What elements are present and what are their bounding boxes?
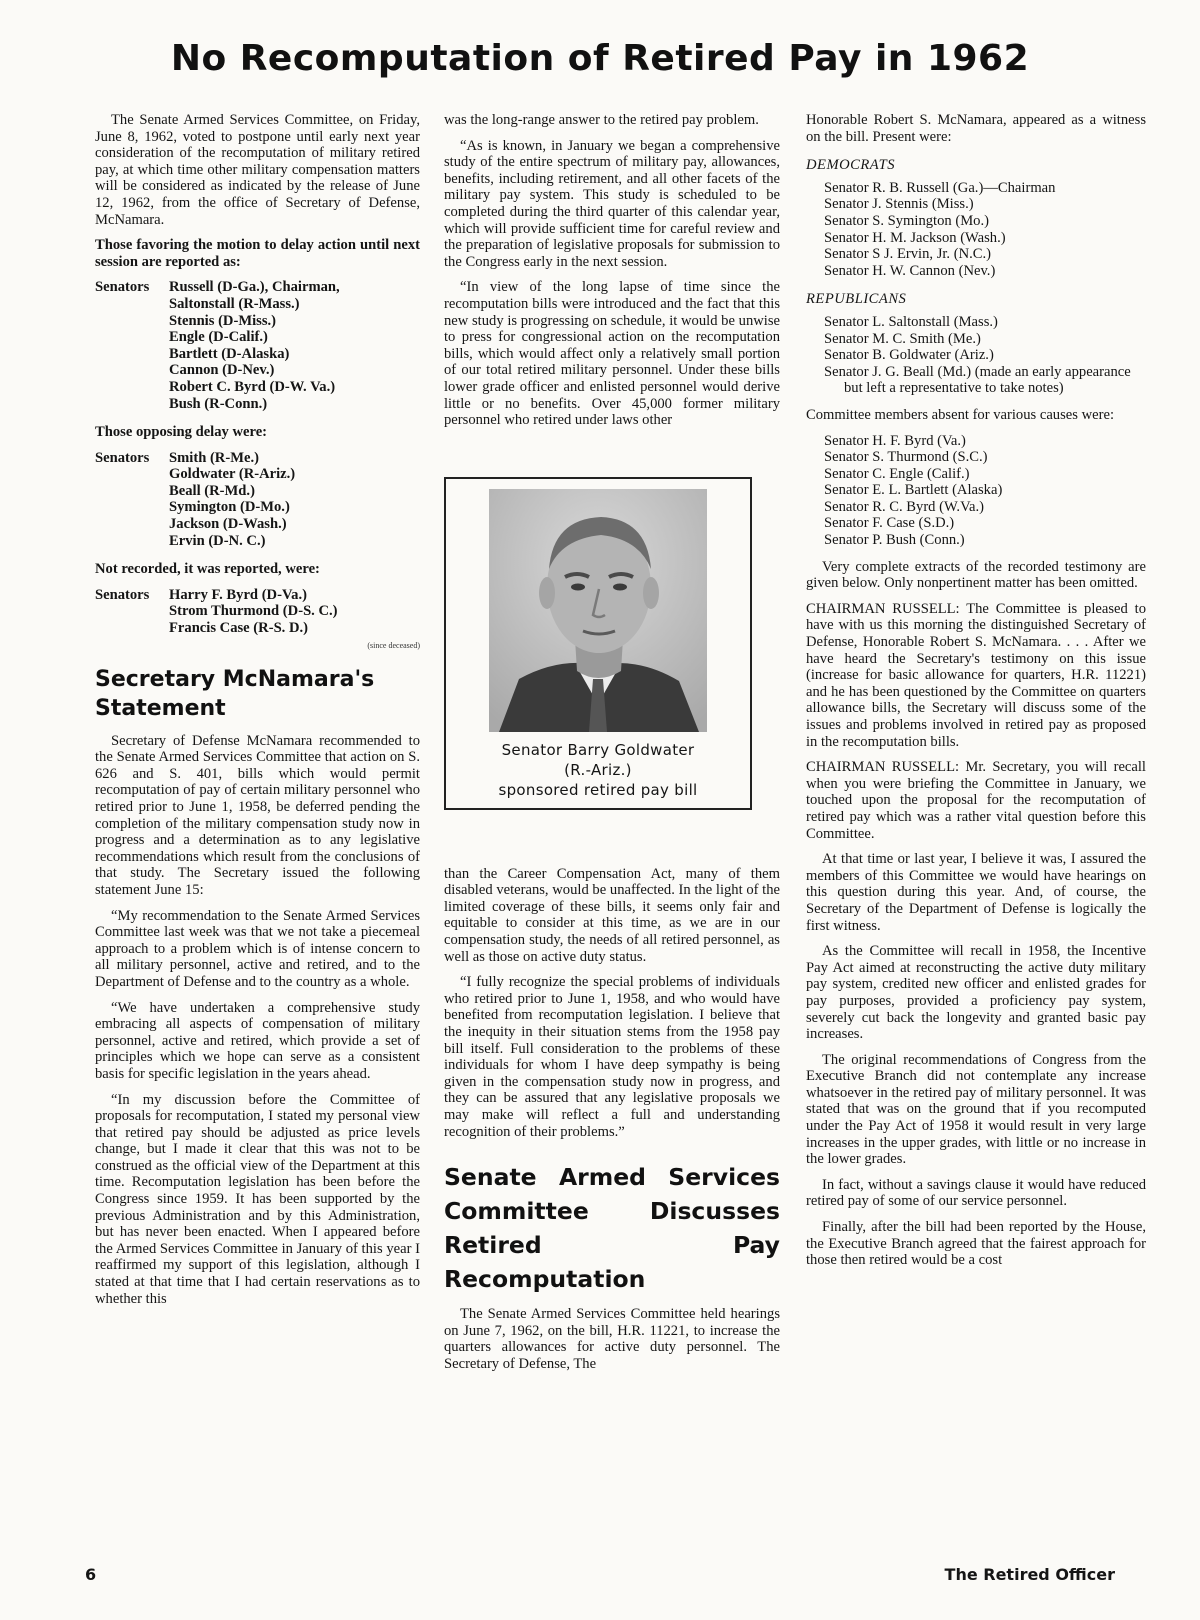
body-paragraph: “In my discussion before the Committee of proposals for recomputation, I stated my personal view that retired pay should be adjusted as price levels change, but I made it clear that this was not to be construed as the official view of the Department at this time. Recomputation legislation has been before the Congress since 1959. It has been supported by the previous Administration and by this Administration, but has never been enacted. When I appeared before the Armed Services Committee in January of this year I reaffirmed my support of this legislation, although I stated at that time that I had certain reservations as to whether this — [95, 1091, 420, 1307]
column-2 — [444, 112, 780, 1382]
republicans-label: REPUBLICANS — [806, 291, 907, 308]
republicans-list — [824, 314, 1146, 397]
democrats-list — [824, 180, 1146, 280]
senator-entry: Goldwater (R-Ariz.) — [169, 466, 296, 483]
body-paragraph: Finally, after the bill had been reported by the House, the Executive Branch agreed that the fairest approach for those then retired would be a cost — [806, 1219, 1146, 1269]
page-number: 6 — [85, 1565, 97, 1584]
since-deceased-note: (since deceased) — [367, 640, 420, 650]
section-heading-mcnamara: Secretary McNamara's Statement — [95, 666, 375, 721]
member-entry: Senator J. G. Beall (Md.) (made an early appearance but left a representative to take notes) — [824, 363, 1131, 397]
body-paragraph: CHAIRMAN RUSSELL: The Committee is pleased to have with us this morning the distinguished Secretary of Defense, Honorable Robert S. McNamara. . . . After we have heard the Secretary's testimony on this issue (increase for basic allowance for quarters, H.R. 11221) and he has been questioned by the Committee on quarters allowance bills, the Secretary will discuss some of the issues and problems involved in retired pay as proposed in the recomputation bills. — [806, 600, 1146, 750]
member-entry: Senator S. Thurmond (S.C.) — [824, 449, 988, 466]
senator-entry: Symington (D-Mo.) — [169, 499, 290, 516]
section-heading-committee: Senate Armed Services Committee Discusses Retired Pay Recomputation — [444, 1163, 780, 1294]
body-paragraph: “We have undertaken a comprehensive study embracing all aspects of compensation of military personnel, active and retired, which provide a set of principles which we hope can serve as a consistent basis for specific legislation in the years ahead. — [95, 999, 420, 1082]
intro-paragraph: The Senate Armed Services Committee, on Friday, June 8, 1962, voted to postpone until early next year consideration of the recomputation of military retired pay, at which time other military compensation matters will be considered as indicated by the release of June 12, 1962, from the office of Secretary of Defense, McNamara. — [95, 112, 420, 228]
not-recorded-heading: Not recorded, it was reported, were: — [95, 561, 320, 578]
body-paragraph: “My recommendation to the Senate Armed Services Committee last week was that we not take a piecemeal approach to a problem which is of intense concern to all military personnel, active and retired, and to the Department of Defense and to the country as a whole. — [95, 907, 420, 990]
senator-entry: Harry F. Byrd (D-Va.) — [169, 586, 307, 603]
senator-entry: Saltonstall (R-Mass.) — [169, 295, 300, 312]
member-entry: Senator R. B. Russell (Ga.)—Chairman — [824, 179, 1056, 196]
member-entry: Senator L. Saltonstall (Mass.) — [824, 313, 998, 330]
senator-entry: Stennis (D-Miss.) — [169, 312, 277, 329]
absent-list — [824, 433, 1146, 549]
senator-portrait-photo — [489, 489, 707, 732]
senator-entry: Bush (R-Conn.) — [169, 395, 268, 412]
member-entry: Senator M. C. Smith (Me.) — [824, 330, 981, 347]
page-title: No Recomputation of Retired Pay in 1962 — [170, 38, 1030, 79]
publication-name: The Retired Officer — [944, 1565, 1115, 1584]
senator-entry: Jackson (D-Wash.) — [169, 516, 287, 533]
senator-entry: Ervin (D-N. C.) — [169, 532, 266, 549]
not-recorded-senators-list — [95, 587, 420, 637]
caption-line: (R.-Ariz.) — [564, 760, 632, 779]
body-paragraph: “I fully recognize the special problems of individuals who retired prior to June 1, 1958, and who would have benefited from recomputation legislation. I believe that the inequity in their situation stems from the 1958 pay bill itself. Full consideration to the problems of these individuals for whom I have deep sympathy is being given in the compensation study now in progress, and they can be assured that any legislative proposals we may make will reflect a full and understanding recognition of their problems.” — [444, 974, 780, 1140]
favoring-heading: Those favoring the motion to delay action until next session are reported as: — [95, 237, 420, 270]
senator-entry: Bartlett (D-Alaska) — [169, 345, 290, 362]
member-entry: Senator F. Case (S.D.) — [824, 515, 955, 532]
body-paragraph: than the Career Compensation Act, many of them disabled veterans, would be unaffected. In the light of the limited coverage of these bills, it seems only fair and equitable to consider at this time, as we are in our compensation study, the needs of all retired personnel, as well as those on active duty status. — [444, 865, 780, 965]
senator-entry: Engle (D-Calif.) — [169, 329, 268, 346]
member-entry: Senator J. Stennis (Miss.) — [824, 196, 974, 213]
column-1 — [95, 112, 420, 1316]
member-entry: Senator R. C. Byrd (W.Va.) — [824, 498, 984, 515]
body-paragraph: At that time or last year, I believe it was, I assured the members of this Committee we would have hearings on this question during this year. And, of course, the Secretary of the Department of Defense is logically the first witness. — [806, 851, 1146, 934]
body-paragraph: CHAIRMAN RUSSELL: Mr. Secretary, you will recall when you were briefing the Committee in January, we touched upon the proposal for the recomputation of retired pay which was a rather vital question before this Committee. — [806, 759, 1146, 842]
photo-caption — [456, 740, 740, 800]
photo-figure — [444, 477, 752, 810]
member-entry: Senator C. Engle (Calif.) — [824, 465, 970, 482]
opposing-senators-list — [95, 450, 420, 550]
caption-line: sponsored retired pay bill — [498, 780, 698, 799]
body-paragraph: “In view of the long lapse of time since the recomputation bills were introduced and the fact that this new study is progressing on schedule, it would be unwise to press for congressional action on the recomputation bills, which would affect only a relatively small portion of our total retired military personnel. Under these bills lower grade officer and enlisted personnel would derive little or no benefits. Over 45,000 former military personnel who retired under laws other — [444, 279, 780, 429]
portrait-illustration — [489, 489, 707, 732]
member-entry: Senator H. M. Jackson (Wash.) — [824, 229, 1006, 246]
body-paragraph: Very complete extracts of the recorded testimony are given below. Only nonpertinent matter has been omitted. — [806, 558, 1146, 592]
member-entry: Senator E. L. Bartlett (Alaska) — [824, 482, 1003, 499]
senator-entry: Francis Case (R-S. D.) — [169, 620, 309, 637]
body-paragraph: “As is known, in January we began a comprehensive study of the entire spectrum of military pay, allowances, benefits, including retirement, and all other facets of the military pay system. This study is scheduled to be completed during the third quarter of this calendar year, which will provide sufficient time for careful review and the preparation of legislative proposals for submission to the Congress early in the next session. — [444, 137, 780, 270]
body-paragraph: Secretary of Defense McNamara recommended to the Senate Armed Services Committee that action on S. 626 and S. 401, bills which would permit recomputation of pay of certain military personnel who retired prior to June 1, 1958, be deferred pending the completion of the military compensation study now in progress and a determination as to any legislative recommendations which result from the conclusions of that study. The Secretary issued the following statement June 15: — [95, 732, 420, 898]
body-paragraph: The original recommendations of Congress from the Executive Branch did not contemplate any increase whatsoever in the retired pay of military personnel. It was stated that was on the ground that if you recomputed under the Pay Act of 1958 it would result in very large increases in the upper grades, with little or no increase in the lower grades. — [806, 1051, 1146, 1168]
absent-heading: Committee members absent for various causes were: — [806, 406, 1114, 423]
body-paragraph: In fact, without a savings clause it would have reduced retired pay of some of our service personnel. — [806, 1176, 1146, 1210]
senator-entry: Robert C. Byrd (D-W. Va.) — [169, 378, 336, 395]
member-entry: Senator S J. Ervin, Jr. (N.C.) — [824, 246, 992, 263]
senator-entry: Strom Thurmond (D-S. C.) — [169, 603, 338, 620]
opposing-heading: Those opposing delay were: — [95, 424, 268, 441]
senator-entry: Russell (D-Ga.), Chairman, — [169, 279, 340, 296]
body-paragraph: Honorable Robert S. McNamara, appeared as a witness on the bill. Present were: — [806, 112, 1146, 145]
member-entry: Senator S. Symington (Mo.) — [824, 212, 989, 229]
member-entry: Senator H. F. Byrd (Va.) — [824, 432, 966, 449]
senator-entry: Beall (R-Md.) — [169, 482, 255, 499]
member-entry: Senator P. Bush (Conn.) — [824, 532, 965, 549]
column-3 — [806, 112, 1146, 1278]
senators-label: Senators — [95, 586, 150, 603]
democrats-label: DEMOCRATS — [806, 157, 896, 174]
caption-line: Senator Barry Goldwater — [501, 740, 695, 759]
body-paragraph: The Senate Armed Services Committee held hearings on June 7, 1962, on the bill, H.R. 11221, to increase the quarters allowances for active duty personnel. The Secretary of Defense, The — [444, 1306, 780, 1372]
member-entry: Senator H. W. Cannon (Nev.) — [824, 262, 996, 279]
senator-entry: Smith (R-Me.) — [169, 449, 259, 466]
member-entry: Senator B. Goldwater (Ariz.) — [824, 347, 994, 364]
body-paragraph: was the long-range answer to the retired pay problem. — [444, 112, 759, 128]
senator-entry: Cannon (D-Nev.) — [169, 362, 275, 379]
senators-label: Senators — [95, 449, 150, 466]
favoring-senators-list — [95, 279, 420, 412]
senators-label: Senators — [95, 279, 150, 296]
body-paragraph: As the Committee will recall in 1958, the Incentive Pay Act aimed at reconstructing the active duty military pay system, credited new officer and enlisted grades for pay purposes, provided a proficiency pay system, severely cut back the longevity and granted basic pay increases. — [806, 943, 1146, 1043]
